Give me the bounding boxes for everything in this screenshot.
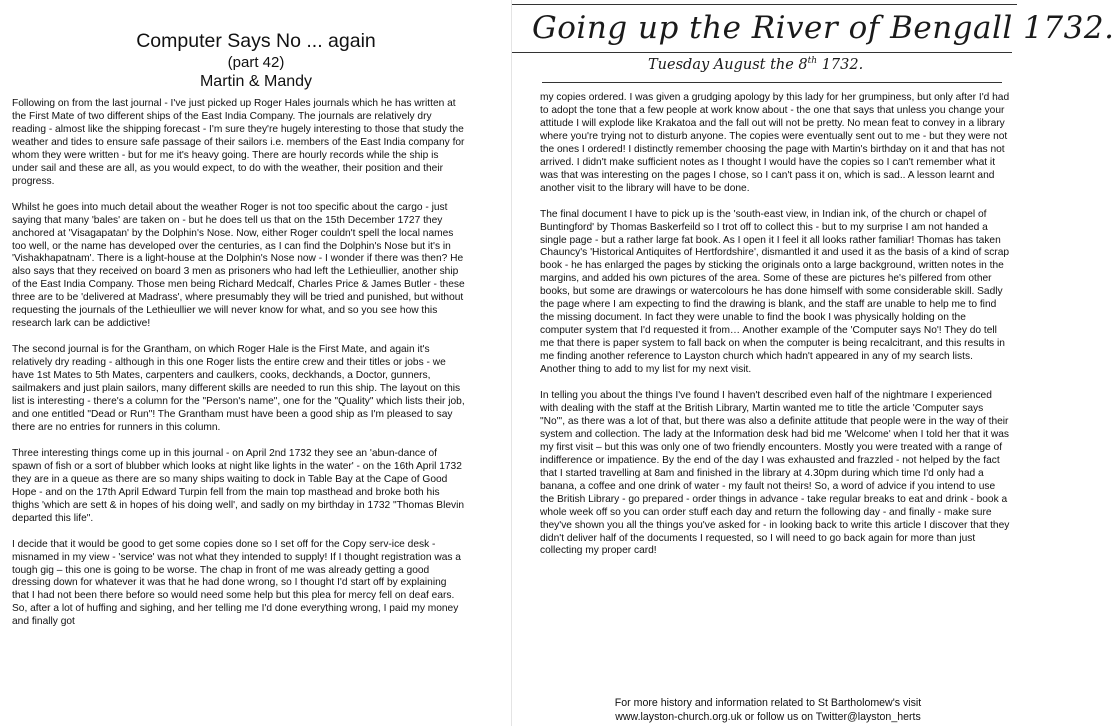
- paragraph: In telling you about the things I've found I haven't described even half of the nightmare I experienced with dealing with the staff at the British Library, Martin wanted me to title the article 'Computer says "No"', as there was a lot of that, but there was also a definite attitude that people were in the way of their system and collection. The lady at the Information desk had bid me 'Welcome' when I told her that it was my first visit – but this was only one of two friendly encounters. Mostly you were treated with a range of indifference or impatience. By the end of the day I was exhausted and frazzled - not helped by the fact that I started travelling at 8am and finished in the library at 4.30pm during which time I'd only had a banana, a coffee and one drink of water - my fault not theirs! So, a word of advice if you intend to use the British Library - go prepared - order things in advance - take regular breaks to eat and drink - book a whole week off so you can order stuff each day and return the following day - and finally - make sure they've shown you all the things you've asked for - in looking back to write this article I discover that they didn't deliver half of the documents I requested, so I will need to go back again for more than just collecting my proper card!: [540, 390, 1010, 557]
- paragraph: Three interesting things come up in this journal - on April 2nd 1732 they see an 'abun-dance of spawn of fish or a sort of blubber which looks at night like lights in the water' - on the 16th April 1732 they are in a queue as there are so many ships waiting to dock in Table Bay at the Cape of Good Hope - and on the 17th April Edward Turpin fell from the main top masthead and broke both his thighs 'which are sett & in hopes of his doing well', and sadly on my birthday in 1732 "Thomas Blevin departed this life".: [12, 447, 465, 524]
- article-authors: Martin & Mandy: [199, 73, 313, 90]
- right-body-text: [540, 92, 1010, 571]
- rule-line: [512, 4, 1017, 5]
- article-part-number: (part 42): [227, 54, 285, 71]
- article-heading: [0, 0, 512, 92]
- handwritten-date-suffix: th: [807, 56, 818, 66]
- paragraph: The final document I have to pick up is the 'south-east view, in Indian ink, of the church or chapel of Buntingford' by Thomas Baskerfeild so I trot off to collect this - but to my surprise I am not handed a single page - but a rather large fat book. As I open it I feel it all looks rather familiar! Thomas has taken Chauncy's 'Historical Antiquites of Hertfordshire', dismantled it and used it as the basis of a kind of scrap book - he has enlarged the pages by sticking the originals onto a large background, written notes in the margins, and added his own pictures of the area. Some of these are pictures he's pilfered from other books, but some are drawings or watercolours he has done himself with some considerable skill. Sadly the page where I am expecting to find the drawing is blank, and the staff are unable to help me to find the missing document. In fact they were unable to find the book I was physically holding on the computer system that I'd requested it from… Another example of the 'Computer says No'! They do tell me that there is paper system to fall back on when the computer is being recalcitrant, and this results in me finding another reference to Layston church which hadn't appeared in any of my search lists. Another thing to add to my list for my next visit.: [540, 208, 1010, 376]
- right-page: [512, 0, 1114, 726]
- footer-links-line: www.layston-church.org.uk or follow us on Twitter@layston_herts: [615, 711, 921, 723]
- rule-line: [542, 82, 1002, 83]
- paragraph: I decide that it would be good to get some copies done so I set off for the Copy serv-ice desk - misnamed in my view - 'service' was not what they intended to supply! If I thought registration was a tough gig – this one is going to be worse. The chap in front of me was already getting a good dressing down for whatever it was that he had done wrong, so I thought I'd start off by explaining that I had not been there before so would need some help but this plea for mercy fell on deaf ears. So, after a lot of huffing and sighing, and her telling me I'd done everything wrong, I paid my money and finally got: [12, 538, 461, 628]
- left-body-text: [12, 98, 466, 642]
- paragraph: my copies ordered. I was given a grudging apology by this lady for her grumpiness, but only after I'd had to adopt the tone that a few people at work know about - the one that says that unless you change your attitude I will explode like Krakatoa and the fall out will not be pretty. No mean feat to convey in a library where you're trying not to disturb anyone. The copies were eventually sent out to me - but they were not the ones I ordered! I distinctly remember choosing the page with Martin's birthday on it and that has not arrived. I didn't make sufficient notes as I thought I would have the copies so I can't remember what it was that was interesting on the pages I chose, so I can't pass it on, which is sad.. A lesson learnt and another visit to the library will have to be done.: [540, 92, 1010, 194]
- handwritten-journal-header: [512, 0, 1114, 84]
- handwritten-date: [648, 56, 863, 73]
- page-footer: [512, 696, 1024, 724]
- handwritten-title: Going up the River of Bengall 1732.: [532, 10, 1114, 46]
- handwritten-date-text: Tuesday August the 8: [648, 56, 808, 73]
- footer-info-line: For more history and information related to St Bartholomew's visit: [614, 697, 922, 709]
- paragraph: Whilst he goes into much detail about the weather Roger is not too specific about the cargo - just saying that many 'bales' are taken on - but he does tell us that on the 15th December 1727 they anchored at 'Visagapatan' by the Dolphin's Nose. Now, either Roger couldn't spell the local names too well, or the name has developed over the centuries, as I can find the Dolphin's Nose but it's in 'Vishakhapatnam'. There is a light-house at the Dolphin's Nose now - I wonder if there was then? He also says that they received on board 3 men as prisoners who had left the Lethieullier, another ship of the East India Company. Those men being Richard Medcalf, Charles Price & James Butler - these three are to be 'delivered at Madrass', where presumably they will be tried and punished, but without requesting the journals of the Lethieullier we will never know for what, and so you see how this research lark can be addictive!: [12, 201, 465, 330]
- left-page: [0, 0, 512, 726]
- handwritten-date-year: 1732.: [821, 56, 864, 73]
- paragraph: Following on from the last journal - I've just picked up Roger Hales journals which he has written at the First Mate of two different ships of the East India Company. The journals are relatively dry reading - almost like the shipping forecast - I'm sure they're hugely interesting to those that study the weather and tides to ensure safe passage of their sailors i.e. members of the East India company for whom they were written - but for me it's heavy going. There are hourly records while the ship is under sail and these are all, as you would expect, to do with the weather, their position and their progress.: [12, 98, 465, 187]
- rule-line: [512, 52, 1012, 53]
- article-title: Computer Says No ... again: [136, 30, 376, 52]
- paragraph: The second journal is for the Grantham, on which Roger Hale is the First Mate, and again it's relatively dry reading - although in this one Roger lists the entire crew and their titles or jobs - we have 1st Mates to 5th Mates, carpenters and caulkers, cooks, deckhands, a Doctor, gunners, sailmakers and just plain sailors, many different skills are needed to run this ship. The layout on this list is interesting - there's a column for the "Person's name", one for the "Quality" which lists their job, and one entitled "Dead or Run"! The Grantham must have been a good ship as I'm pleased to say there are no entries for runners in this column.: [12, 344, 465, 433]
